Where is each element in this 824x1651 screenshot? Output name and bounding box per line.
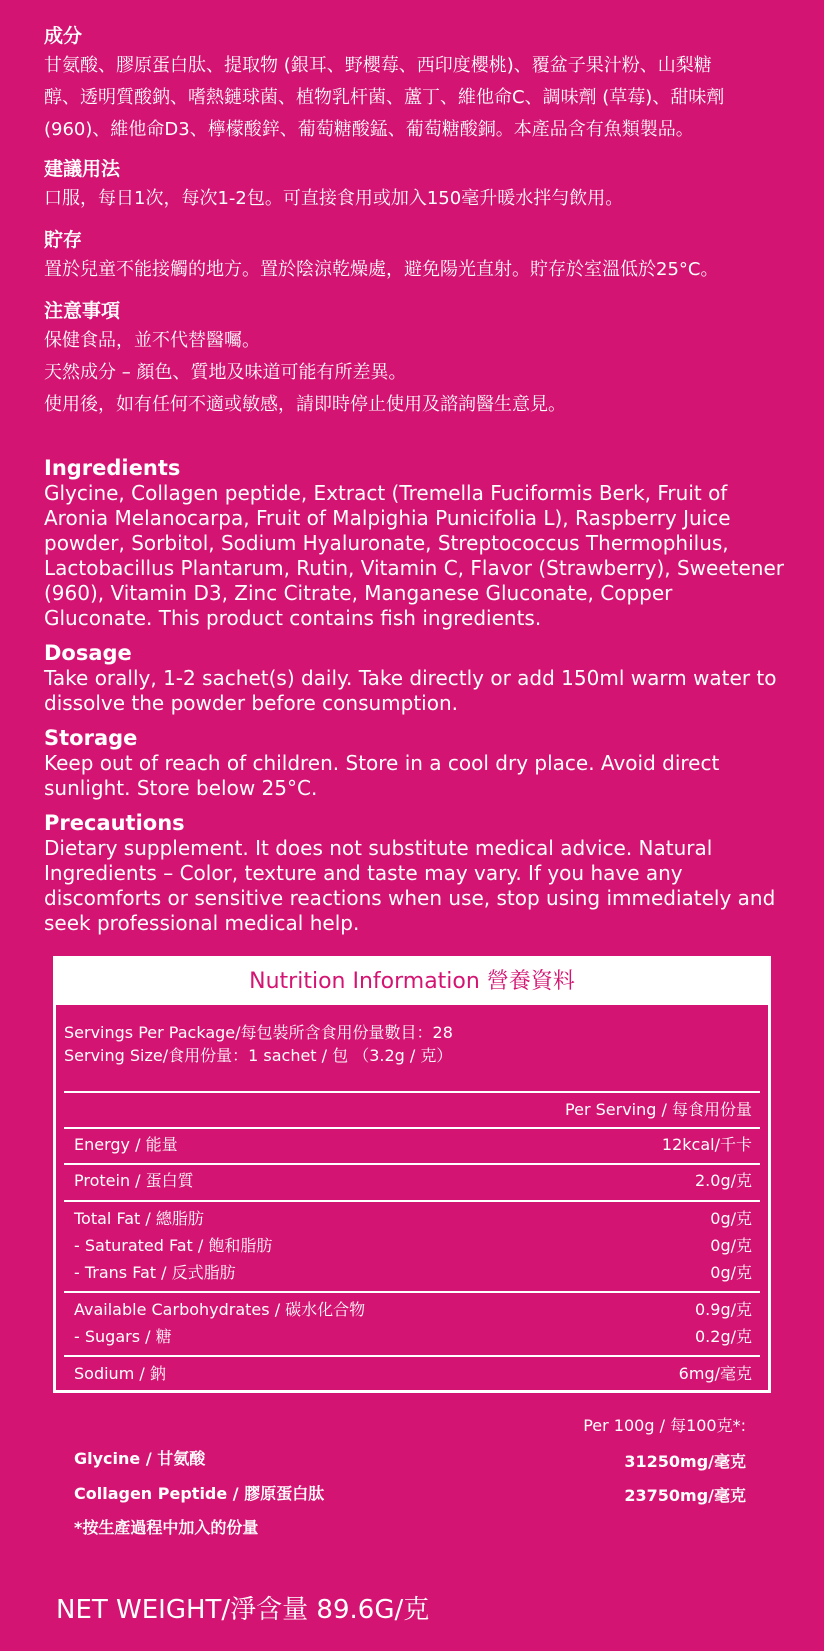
- per-serving-header: Per Serving / 每食用份量: [565, 1100, 752, 1119]
- zh-dosage-line: 口服，每日1次，每次1-2包。可直接食用或加入150毫升暖水拌勻飲用。: [44, 188, 624, 209]
- nutrient-label: - Saturated Fat / 飽和脂肪: [74, 1236, 273, 1255]
- zh-precautions-section: [44, 297, 784, 421]
- table-row: [74, 1260, 752, 1286]
- nutrient-label: Sodium / 鈉: [74, 1364, 166, 1383]
- zh-dosage-section: [44, 155, 784, 215]
- en-ingredients-section: [44, 456, 784, 631]
- table-row: [74, 1324, 752, 1350]
- nutrient-value: 0.2g/克: [695, 1327, 752, 1346]
- nutrient-value: 0g/克: [710, 1209, 752, 1228]
- net-weight: NET WEIGHT/淨含量 89.6G/克: [56, 1595, 430, 1625]
- collagen-peptide-label: Collagen Peptide / 膠原蛋白肽: [74, 1484, 325, 1503]
- en-dosage-title: Dosage: [44, 641, 132, 665]
- table-row: [74, 1233, 752, 1259]
- zh-dosage-title: 建議用法: [44, 158, 121, 180]
- nutrient-value: 0g/克: [710, 1263, 752, 1282]
- glycine-value: 31250mg/毫克: [624, 1452, 746, 1471]
- en-precautions-title: Precautions: [44, 811, 185, 835]
- en-storage-line: Keep out of reach of children. Store in a cool dry place. Avoid direct: [44, 751, 720, 775]
- table-row: [74, 1132, 752, 1158]
- en-storage-line: sunlight. Store below 25°C.: [44, 776, 318, 800]
- en-dosage-line: dissolve the powder before consumption.: [44, 691, 459, 715]
- zh-storage-section: [44, 226, 784, 286]
- en-ingredients-line: Aronia Melanocarpa, Fruit of Malpighia Punicifolia L), Raspberry Juice: [44, 506, 731, 530]
- en-precautions-line: Ingredients – Color, texture and taste may vary. If you have any: [44, 861, 683, 885]
- en-precautions-line: seek professional medical help.: [44, 911, 360, 935]
- zh-precautions-title: 注意事項: [44, 300, 121, 322]
- zh-precautions-line: 天然成分 – 顏色、質地及味道可能有所差異。: [44, 362, 407, 383]
- en-precautions-line: Dietary supplement. It does not substitute medical advice. Natural: [44, 836, 713, 860]
- divider: [64, 1291, 760, 1293]
- glycine-label: Glycine / 甘氨酸: [74, 1449, 206, 1468]
- nutrition-table: [53, 956, 771, 1393]
- en-ingredients-line: Lactobacillus Plantarum, Rutin, Vitamin C, Flavor (Strawberry), Sweetener: [44, 556, 784, 580]
- en-precautions-line: discomforts or sensitive reactions when use, stop using immediately and: [44, 886, 776, 910]
- nutrient-value: 6mg/毫克: [678, 1364, 752, 1383]
- divider: [64, 1355, 760, 1357]
- serving-size: Serving Size/食用份量：1 sachet / 包 （3.2g / 克）: [64, 1046, 453, 1065]
- en-dosage-section: [44, 641, 784, 716]
- zh-ingredients-line: 醇、透明質酸鈉、嗜熱鏈球菌、植物乳杆菌、蘆丁、維他命C、調味劑 (草莓)、甜味劑: [44, 87, 725, 108]
- zh-ingredients-line: 甘氨酸、膠原蛋白肽、提取物 (銀耳、野櫻莓、西印度櫻桃)、覆盆子果汁粉、山梨糖: [44, 55, 712, 76]
- table-row: [74, 1206, 752, 1232]
- nutrient-value: 0.9g/克: [695, 1300, 752, 1319]
- servings-per-package: Servings Per Package/每包裝所含食用份量數目：28: [64, 1023, 453, 1042]
- divider: [64, 1163, 760, 1165]
- zh-precautions-line: 保健食品，並不代替醫囑。: [44, 330, 260, 351]
- servings-info: [64, 1021, 453, 1067]
- zh-storage-line: 置於兒童不能接觸的地方。置於陰涼乾燥處，避免陽光直射。貯存於室溫低於25°C。: [44, 259, 719, 280]
- table-row: [74, 1361, 752, 1387]
- zh-storage-title: 貯存: [44, 229, 83, 251]
- en-ingredients-line: (960), Vitamin D3, Zinc Citrate, Manganese Gluconate, Copper: [44, 581, 673, 605]
- divider: [64, 1127, 760, 1129]
- en-storage-title: Storage: [44, 726, 138, 750]
- zh-ingredients-title: 成分: [44, 25, 83, 47]
- nutrient-label: Available Carbohydrates / 碳水化合物: [74, 1300, 366, 1319]
- en-ingredients-line: Glycine, Collagen peptide, Extract (Tremella Fuciformis Berk, Fruit of: [44, 481, 728, 505]
- zh-ingredients-line: (960)、維他命D3、檸檬酸鋅、葡萄糖酸錳、葡萄糖酸銅。本產品含有魚類製品。: [44, 119, 694, 140]
- per-100g-header: Per 100g / 每100克*:: [583, 1416, 746, 1435]
- nutrition-title: Nutrition Information 營養資料: [56, 959, 768, 1005]
- en-precautions-section: [44, 811, 784, 936]
- footnote: *按生產過程中加入的份量: [74, 1518, 259, 1537]
- nutrient-value: 2.0g/克: [695, 1171, 752, 1190]
- en-storage-section: [44, 726, 784, 801]
- nutrient-label: Energy / 能量: [74, 1135, 178, 1154]
- collagen-peptide-value: 23750mg/毫克: [624, 1486, 746, 1505]
- nutrient-label: - Sugars / 糖: [74, 1327, 172, 1346]
- divider: [64, 1091, 760, 1093]
- nutrient-label: - Trans Fat / 反式脂肪: [74, 1263, 236, 1282]
- zh-precautions-line: 使用後，如有任何不適或敏感，請即時停止使用及諮詢醫生意見。: [44, 394, 566, 415]
- en-dosage-line: Take orally, 1-2 sachet(s) daily. Take directly or add 150ml warm water to: [44, 666, 777, 690]
- nutrient-label: Protein / 蛋白質: [74, 1171, 194, 1190]
- en-ingredients-line: Gluconate. This product contains fish ingredients.: [44, 606, 542, 630]
- nutrient-value: 12kcal/千卡: [661, 1135, 752, 1154]
- en-ingredients-line: powder, Sorbitol, Sodium Hyaluronate, Streptococcus Thermophilus,: [44, 531, 729, 555]
- table-row: [74, 1297, 752, 1323]
- nutrient-label: Total Fat / 總脂肪: [74, 1209, 204, 1228]
- nutrient-value: 0g/克: [710, 1236, 752, 1255]
- table-row: [74, 1168, 752, 1194]
- zh-ingredients-section: [44, 22, 784, 146]
- divider: [64, 1200, 760, 1202]
- en-ingredients-title: Ingredients: [44, 456, 181, 480]
